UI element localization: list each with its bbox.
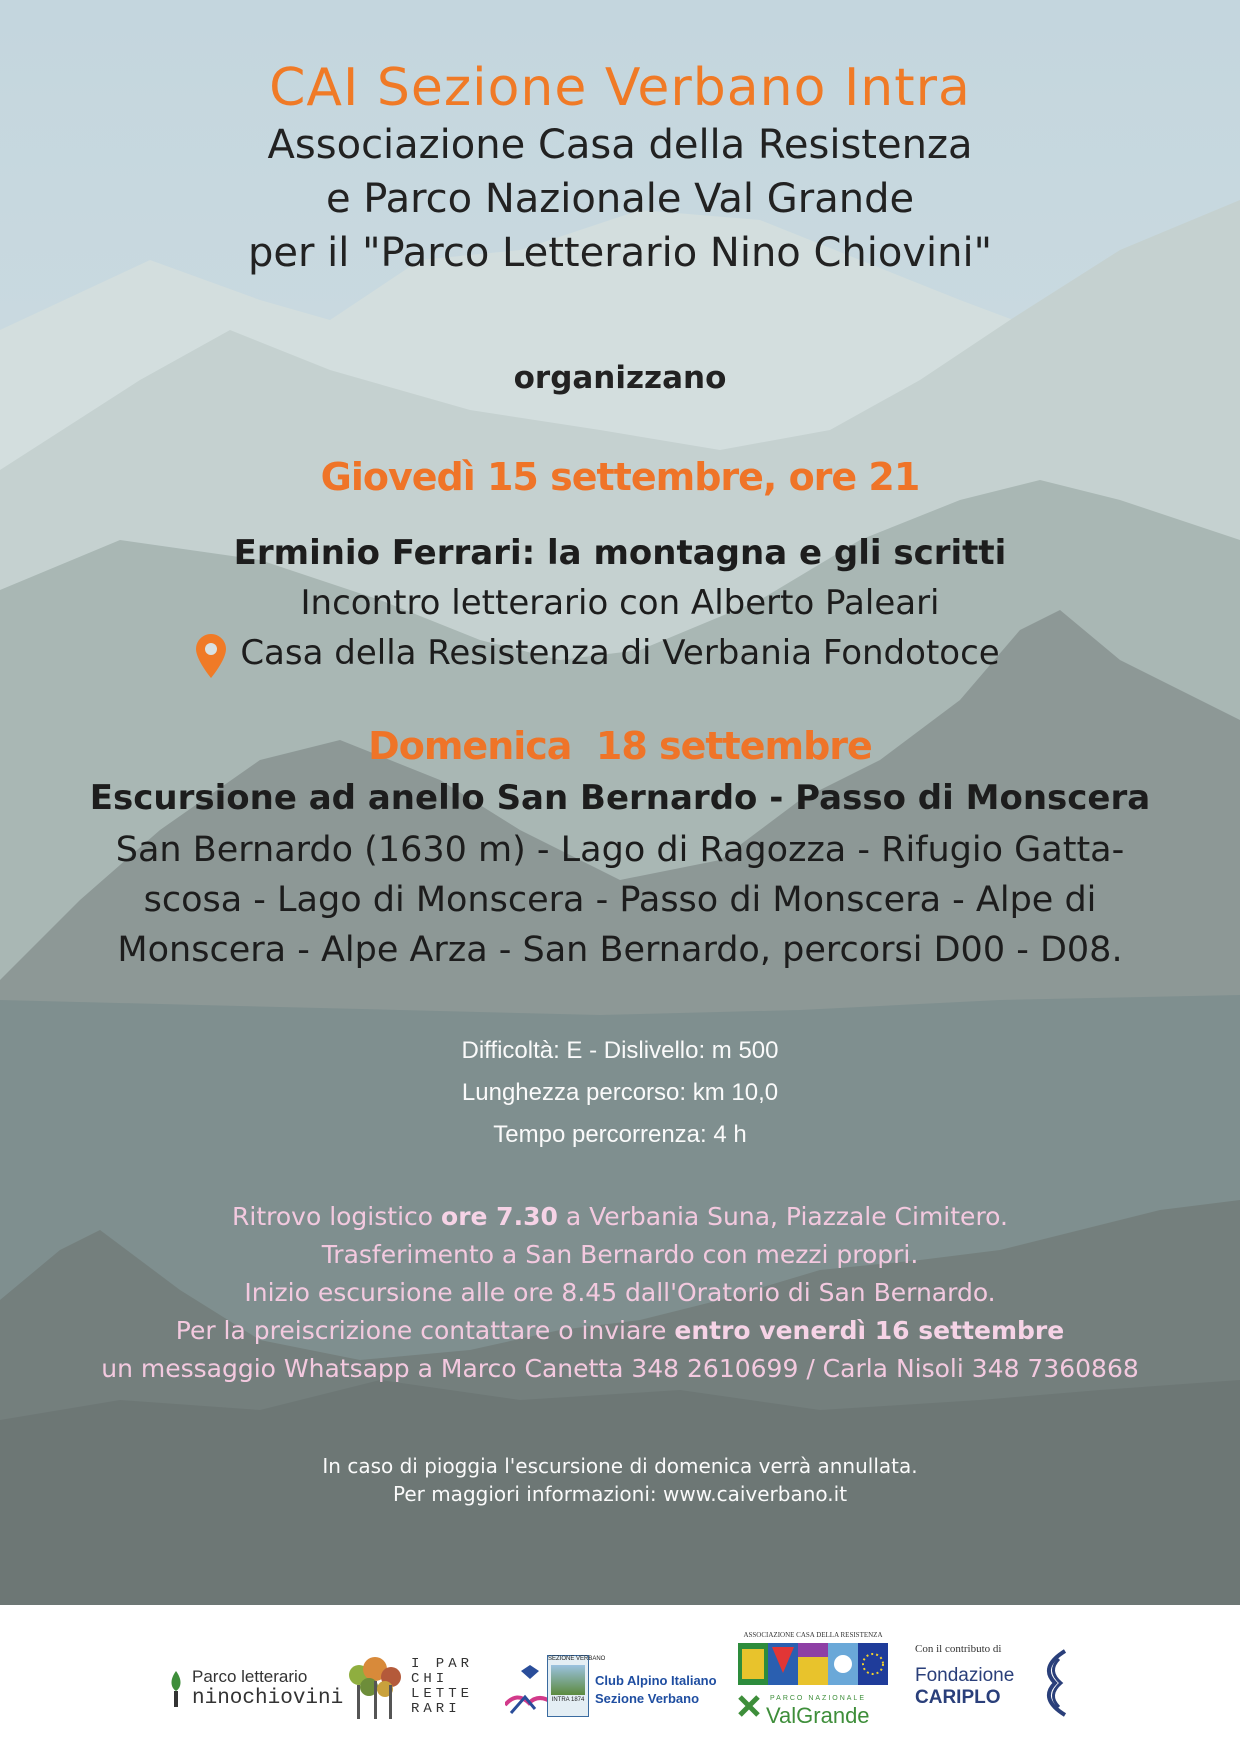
event1-subtitle: Incontro letterario con Alberto Paleari xyxy=(300,583,940,623)
logistics-line-4 xyxy=(0,1312,1240,1350)
logistics-line-5: un messaggio Whatsapp a Marco Canetta 348 2610699 / Carla Nisoli 348 7360868 xyxy=(101,1354,1139,1383)
logistics-line-2: Trasferimento a San Bernardo con mezzi propri. xyxy=(321,1240,919,1269)
logistics-line-3: Inizio escursione alle ore 8.45 dall'Oratorio di San Bernardo. xyxy=(244,1278,996,1307)
cai-small-label: SEZIONE VERBANO xyxy=(548,1656,606,1662)
event1-location-row xyxy=(240,628,999,678)
event2-title: Escursione ad anello San Bernardo - Passo di Monscera xyxy=(89,778,1151,818)
logistics-l4-a: Per la preiscrizione contattare o inviare xyxy=(175,1316,675,1345)
logo-parco-letterario xyxy=(168,1665,344,1725)
event1-title: Erminio Ferrari: la montagna e gli scritti xyxy=(233,533,1007,573)
trees-icon xyxy=(345,1655,407,1721)
event2-date: Domenica 18 settembre xyxy=(368,724,872,768)
logistics-l1-a: Ritrovo logistico xyxy=(232,1202,442,1231)
logo-parchi-letterari xyxy=(345,1655,485,1725)
logistics-block xyxy=(0,1198,1240,1388)
organizer-line-3: per il "Parco Letterario Nino Chiovini" xyxy=(247,230,993,276)
cai-badge xyxy=(547,1655,606,1717)
parco-nazionale-label: PARCO NAZIONALE xyxy=(770,1695,866,1702)
valgrande-icon xyxy=(738,1695,760,1717)
eu-flags-icon xyxy=(738,1643,888,1685)
map-pin-icon xyxy=(196,634,226,678)
logistics-line-1 xyxy=(0,1198,1240,1236)
logo-cariplo xyxy=(915,1643,1075,1733)
organizers-block xyxy=(0,118,1240,280)
organizer-line-2: e Parco Nazionale Val Grande xyxy=(325,176,915,222)
cai-section-label: Sezione Verbano xyxy=(595,1691,700,1706)
organizer-line-1: Associazione Casa della Resistenza xyxy=(267,122,973,168)
registration-deadline: entro venerdì 16 settembre xyxy=(674,1316,1065,1345)
organizzano-label: organizzano xyxy=(513,360,727,396)
valgrande-label: ValGrande xyxy=(766,1703,870,1728)
event2-route xyxy=(0,825,1240,975)
resistenza-label: ASSOCIAZIONE CASA DELLA RESISTENZA xyxy=(743,1631,883,1639)
parco-label-b: ninochiovini xyxy=(192,1687,344,1710)
length: Lunghezza percorso: km 10,0 xyxy=(461,1079,779,1106)
logo-resistenza-valgrande xyxy=(738,1631,888,1741)
notes-block xyxy=(0,1452,1240,1508)
rain-note: In caso di pioggia l'escursione di domenica verrà annullata. xyxy=(322,1454,918,1478)
logo-cai xyxy=(505,1655,725,1727)
info-note: Per maggiori informazioni: www.caiverbano.it xyxy=(392,1482,848,1506)
parchi-label: I PAR CHI LETTE RARI xyxy=(411,1656,474,1717)
org-name: CAI Sezione Verbano Intra xyxy=(269,58,971,118)
parco-leaf-icon xyxy=(168,1669,184,1709)
duration: Tempo percorrenza: 4 h xyxy=(493,1121,747,1148)
difficulty: Difficoltà: E - Dislivello: m 500 xyxy=(461,1037,779,1064)
event1-date: Giovedì 15 settembre, ore 21 xyxy=(320,455,920,499)
route-line-2: scosa - Lago di Monscera - Passo di Monscera - Alpe di xyxy=(143,880,1097,920)
route-line-1: San Bernardo (1630 m) - Lago di Ragozza - Rifugio Gatta- xyxy=(115,830,1125,870)
meeting-time: ore 7.30 xyxy=(441,1202,558,1231)
cai-badge-image xyxy=(551,1665,585,1695)
cariplo-icon xyxy=(1035,1647,1071,1719)
route-line-3: Monscera - Alpe Arza - San Bernardo, percorsi D00 - D08. xyxy=(117,930,1123,970)
cariplo-label-b: CARIPLO xyxy=(915,1687,1001,1708)
sponsor-footer xyxy=(0,1605,1240,1754)
event1-location: Casa della Resistenza di Verbania Fondotoce xyxy=(240,633,1000,673)
cariplo-label-a: Fondazione xyxy=(915,1665,1015,1686)
stats-block xyxy=(0,1030,1240,1156)
cai-club-label: Club Alpino Italiano xyxy=(595,1673,717,1688)
logistics-l1-c: a Verbania Suna, Piazzale Cimitero. xyxy=(557,1202,1008,1231)
event1-block xyxy=(0,528,1240,678)
cai-year-label: INTRA 1874 xyxy=(551,1697,585,1703)
parco-label-a: Parco letterario xyxy=(192,1667,308,1686)
cariplo-pre-label: Con il contributo di xyxy=(915,1643,1002,1655)
